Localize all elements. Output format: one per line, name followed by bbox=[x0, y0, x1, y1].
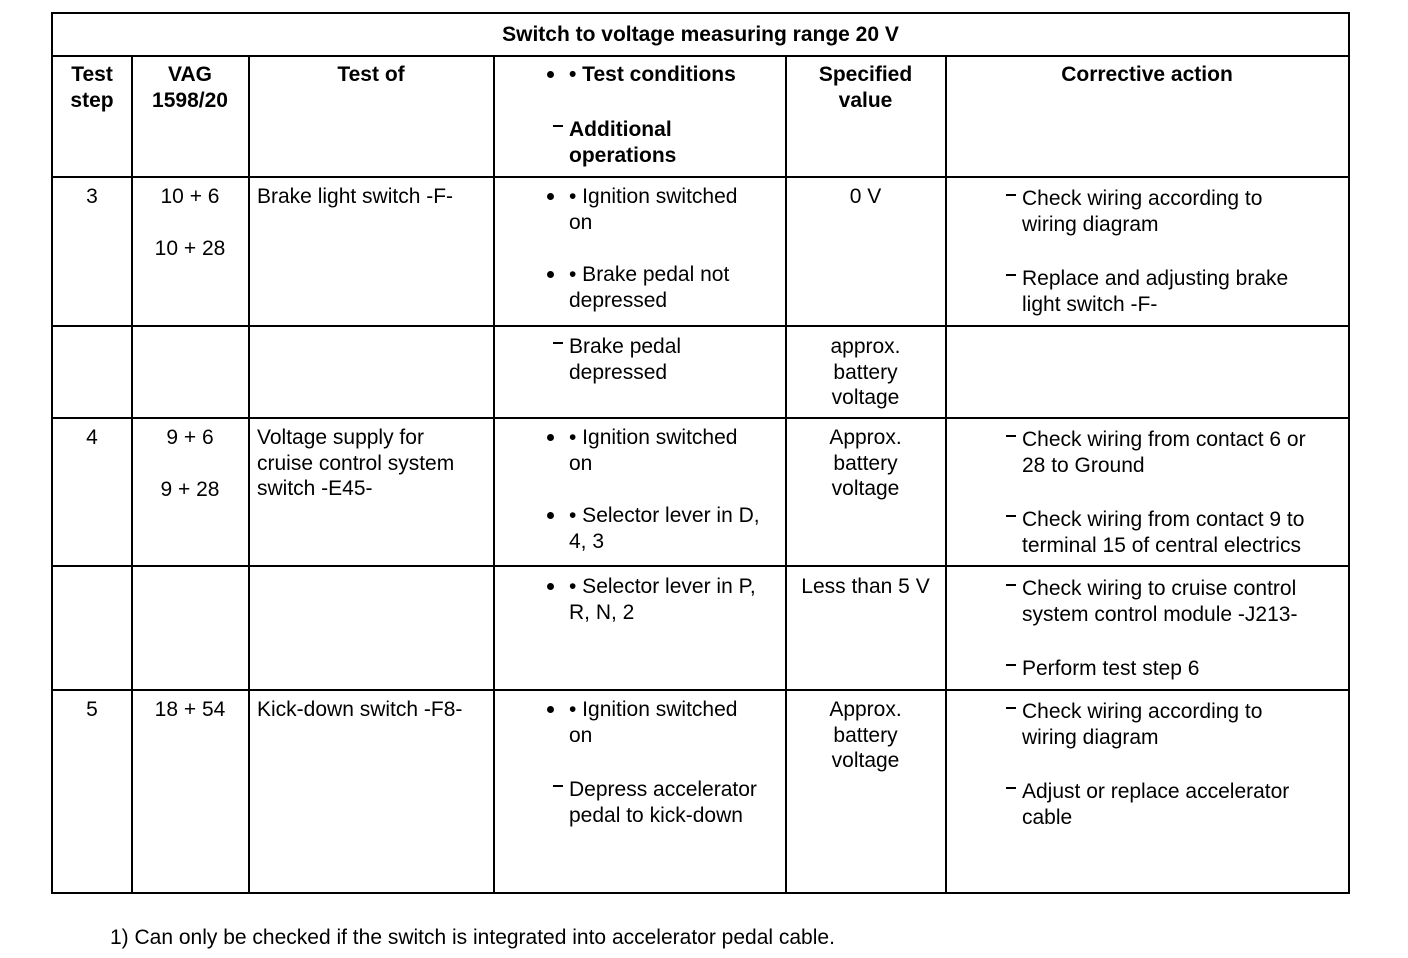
dash-icon bbox=[553, 342, 563, 344]
header-specified-line1: Specified bbox=[818, 63, 913, 86]
dash-icon bbox=[1006, 664, 1016, 666]
table-title: Switch to voltage measuring range 20 V bbox=[502, 23, 899, 46]
corrective-line: Check wiring according to bbox=[1022, 700, 1263, 723]
row-specified-value bbox=[786, 425, 945, 502]
corrective-line: Check wiring from contact 6 or bbox=[1022, 428, 1306, 451]
row-specified-value bbox=[786, 574, 945, 600]
corrective-line: terminal 15 of central electrics bbox=[1022, 533, 1301, 557]
condition-line: • Selector lever in D, bbox=[569, 504, 760, 527]
row-vag-contacts: 9 + 6 bbox=[166, 426, 214, 449]
header-corrective-action: Corrective action bbox=[1061, 63, 1233, 86]
dash-icon bbox=[1006, 435, 1016, 437]
header-additional-line2: operations bbox=[569, 143, 677, 167]
header-specified-line2: value bbox=[838, 88, 893, 112]
bullet-icon bbox=[547, 193, 554, 200]
bullet-icon bbox=[547, 434, 554, 441]
corrective-action-item bbox=[1022, 507, 1304, 558]
specified-line: battery bbox=[833, 451, 898, 475]
condition-line: Depress accelerator bbox=[569, 778, 757, 801]
row-test-of-line: Brake light switch -F- bbox=[257, 185, 454, 208]
row-vag-contacts: 10 + 28 bbox=[154, 237, 226, 260]
specified-line: voltage bbox=[831, 749, 900, 772]
row-vag-contacts: 18 + 54 bbox=[154, 698, 226, 721]
row-specified-value bbox=[786, 334, 945, 411]
operation-item bbox=[569, 334, 681, 385]
header-test-of: Test of bbox=[337, 63, 405, 86]
specified-line: battery bbox=[833, 360, 898, 384]
condition-line: 4, 3 bbox=[569, 529, 605, 553]
corrective-line: Replace and adjusting brake bbox=[1022, 267, 1289, 290]
condition-item bbox=[569, 574, 756, 625]
row-test-step: 4 bbox=[86, 426, 98, 449]
row-test-of-line: Voltage supply for bbox=[257, 426, 424, 449]
specified-line: voltage bbox=[831, 477, 900, 500]
corrective-line: cable bbox=[1022, 805, 1073, 829]
row-vag-contacts: 9 + 28 bbox=[160, 478, 220, 501]
specified-line: Less than 5 V bbox=[801, 575, 930, 598]
col-rule-1 bbox=[131, 55, 133, 892]
specified-line: Approx. bbox=[829, 698, 902, 721]
dash-icon bbox=[553, 125, 563, 127]
dash-icon bbox=[1006, 787, 1016, 789]
corrective-action-item bbox=[1022, 699, 1262, 750]
condition-line: on bbox=[569, 210, 593, 234]
row-test-step: 3 bbox=[86, 185, 98, 208]
condition-line: pedal to kick-down bbox=[569, 803, 743, 827]
footnote: 1) Can only be checked if the switch is integrated into accelerator pedal cable. bbox=[110, 926, 835, 949]
dash-icon bbox=[1006, 707, 1016, 709]
condition-line: • Selector lever in P, bbox=[569, 575, 756, 598]
condition-line: on bbox=[569, 451, 593, 475]
row-vag-contacts: 10 + 6 bbox=[160, 185, 220, 208]
bullet-icon bbox=[547, 71, 554, 78]
corrective-line: Perform test step 6 bbox=[1022, 657, 1200, 680]
bullet-icon bbox=[547, 512, 554, 519]
header-additional-line1: Additional bbox=[569, 118, 672, 141]
header-vag-line1: VAG bbox=[168, 63, 212, 86]
corrective-action-item bbox=[1022, 427, 1306, 478]
specified-line: Approx. bbox=[829, 426, 902, 449]
dash-icon bbox=[1006, 515, 1016, 517]
row-test-of bbox=[257, 425, 454, 502]
corrective-line: Check wiring from contact 9 to bbox=[1022, 508, 1305, 531]
condition-line: on bbox=[569, 723, 593, 747]
bullet-icon bbox=[547, 271, 554, 278]
corrective-line: Adjust or replace accelerator bbox=[1022, 780, 1290, 803]
condition-line: depressed bbox=[569, 360, 668, 384]
col-rule-5 bbox=[945, 55, 947, 892]
bullet-icon bbox=[547, 706, 554, 713]
condition-line: Brake pedal bbox=[569, 335, 682, 358]
corrective-action-item bbox=[1022, 186, 1262, 237]
corrective-action-item bbox=[1022, 779, 1289, 830]
row-test-of bbox=[257, 184, 453, 210]
header-additional-operations bbox=[569, 117, 676, 168]
corrective-line: Check wiring to cruise control bbox=[1022, 577, 1297, 600]
condition-line: depressed bbox=[569, 288, 668, 312]
condition-item bbox=[569, 262, 729, 313]
row-test-step: 5 bbox=[86, 698, 98, 721]
row-test-of-line: Kick-down switch -F8- bbox=[257, 698, 463, 721]
specified-line: battery bbox=[833, 723, 898, 747]
header-test-step bbox=[53, 62, 131, 113]
corrective-line: system control module -J213- bbox=[1022, 602, 1298, 626]
dash-icon bbox=[1006, 274, 1016, 276]
operation-item bbox=[569, 777, 757, 828]
corrective-action-item bbox=[1022, 266, 1288, 317]
header-vag bbox=[132, 62, 248, 113]
row-test-of-line: switch -E45- bbox=[257, 477, 373, 500]
dash-icon bbox=[553, 785, 563, 787]
header-vag-line2: 1598/20 bbox=[152, 88, 228, 112]
bullet-icon bbox=[547, 583, 554, 590]
col-rule-3 bbox=[493, 55, 495, 892]
row-specified-value bbox=[786, 184, 945, 210]
condition-line: • Ignition switched bbox=[569, 698, 738, 721]
specified-line: 0 V bbox=[849, 185, 882, 208]
condition-line: R, N, 2 bbox=[569, 600, 635, 624]
row-specified-value bbox=[786, 697, 945, 774]
row-test-of bbox=[257, 697, 462, 723]
condition-item bbox=[569, 697, 737, 748]
condition-item bbox=[569, 503, 760, 554]
condition-line: • Ignition switched bbox=[569, 426, 738, 449]
corrective-action-item bbox=[1022, 576, 1297, 627]
condition-item bbox=[569, 184, 737, 235]
dash-icon bbox=[1006, 584, 1016, 586]
header-test-conditions: • Test conditions bbox=[569, 62, 736, 88]
specified-line: voltage bbox=[831, 386, 900, 409]
header-test-step-line1: Test bbox=[71, 63, 113, 86]
row-test-of-line: cruise control system bbox=[257, 451, 455, 475]
col-rule-2 bbox=[248, 55, 250, 892]
condition-item bbox=[569, 425, 737, 476]
condition-line: • Ignition switched bbox=[569, 185, 738, 208]
dash-icon bbox=[1006, 194, 1016, 196]
condition-line: • Brake pedal not bbox=[569, 263, 730, 286]
header-specified-value bbox=[786, 62, 945, 113]
corrective-action-item bbox=[1022, 656, 1199, 682]
corrective-line: 28 to Ground bbox=[1022, 453, 1145, 477]
corrective-line: light switch -F- bbox=[1022, 292, 1158, 316]
corrective-line: Check wiring according to bbox=[1022, 187, 1263, 210]
corrective-line: wiring diagram bbox=[1022, 212, 1159, 236]
corrective-line: wiring diagram bbox=[1022, 725, 1159, 749]
header-test-step-line2: step bbox=[70, 88, 114, 112]
specified-line: approx. bbox=[830, 335, 901, 358]
